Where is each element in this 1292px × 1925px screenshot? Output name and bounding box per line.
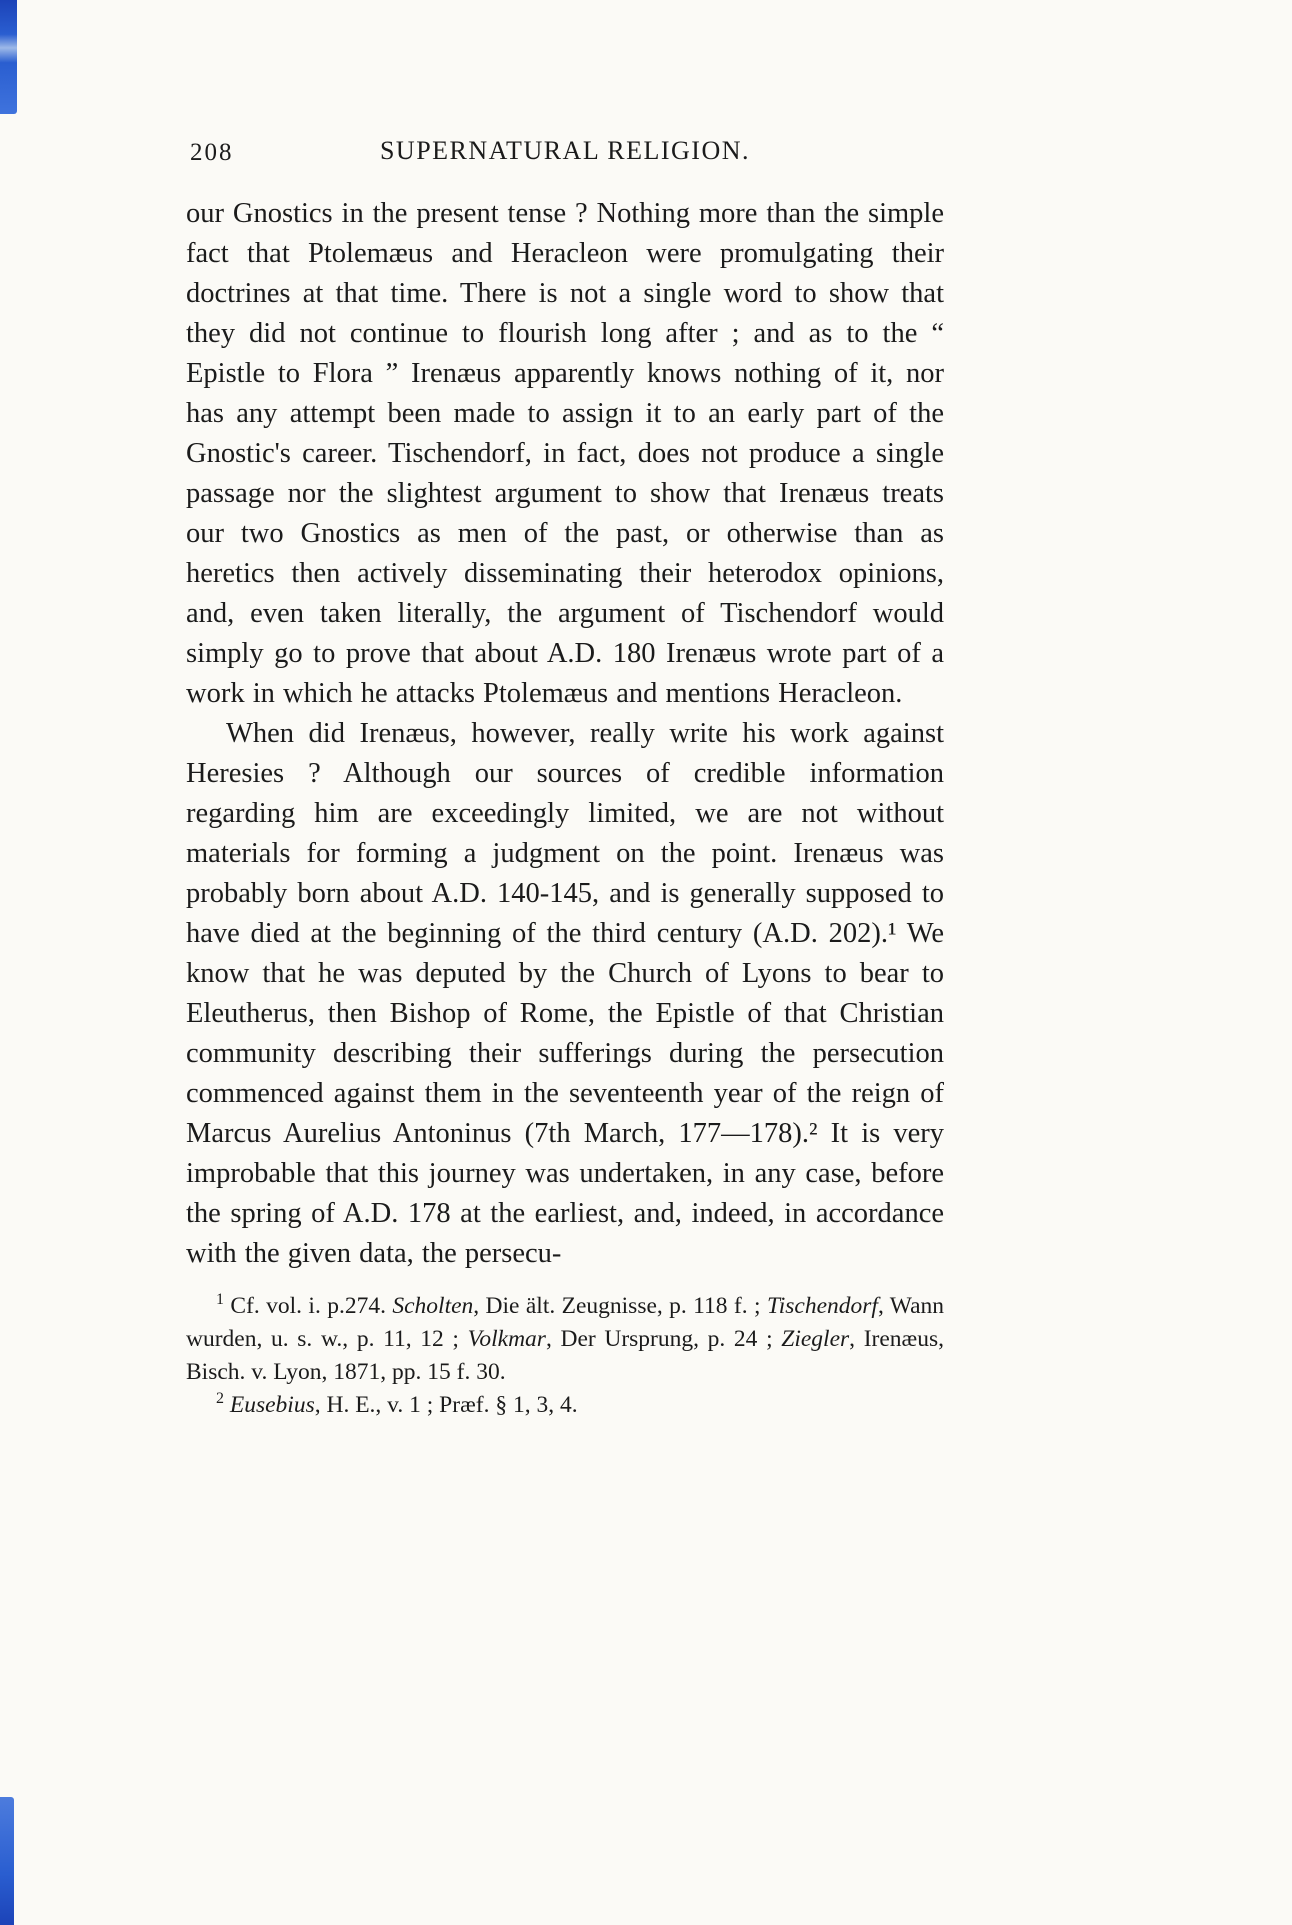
footnote-1-text: , Der Ursprung, p. 24 ; <box>545 1326 782 1352</box>
footnote-1-text: , Die ält. Zeugnisse, p. 118 f. ; <box>473 1293 767 1319</box>
footnote-1-author: Scholten <box>392 1293 474 1319</box>
footnote-1-text: Cf. vol. i. p.274. <box>230 1293 393 1319</box>
scan-artifact-bottom <box>0 1797 14 1925</box>
footnote-1-text: , Wann wurden, u. s. w., p. 11, 12 ; <box>186 1293 945 1352</box>
footnote-1-author: Ziegler <box>781 1326 850 1352</box>
footnote-1-marker: 1 <box>216 1291 224 1309</box>
footnote-2-marker: 2 <box>216 1390 224 1408</box>
running-title: SUPERNATURAL RELIGION. <box>379 136 751 165</box>
page-number: 208 <box>190 139 234 166</box>
footnote-1-author: Volkmar <box>467 1326 546 1352</box>
scan-artifact-top <box>0 0 17 114</box>
paragraph-2: When did Irenæus, however, really write his work against Heresies ? Although our sources of credible information regarding him are exceedingly limited, we are not without materials for forming a judgment on the point. Irenæus was probably born about A.D. 140-145, and is generally supposed to have died at the beginning of the third century (A.D. 202).¹ We know that he was deputed by the Church of Lyons to bear to Eleutherus, then Bishop of Rome, the Epistle of that Christian community describing their sufferings during the persecution commenced against them in the seventeenth year of the reign of Marcus Aurelius Antoninus (7th March, 177—178).² It is very improbable that this journey was undertaken, in any case, before the spring of A.D. 178 at the earliest, and, indeed, in accordance with the given data, the persecu- <box>186 718 944 1269</box>
paragraph-1: our Gnostics in the present tense ? Nothing more than the simple fact that Ptolemæus and Heracleon were promulgating their doctrines at that time. There is not a single word to show that they did not continue to flourish long after ; and as to the “ Epistle to Flora ” Irenæus apparently knows nothing of it, nor has any attempt been made to assign it to an early part of the Gnostic's career. Tischendorf, in fact, does not produce a single passage nor the slightest argument to show that Irenæus treats our two Gnostics as men of the past, or otherwise than as heretics then actively disseminating their heterodox opinions, and, even taken literally, the argument of Tischendorf would simply go to prove that about A.D. 180 Irenæus wrote part of a work in which he attacks Ptolemæus and mentions Heracleon. <box>186 198 944 709</box>
footnote-1 <box>186 1290 944 1389</box>
footnotes-section <box>186 1290 944 1422</box>
text-block <box>186 136 944 1422</box>
footnote-1-text: , Irenæus, Bisch. v. Lyon, 1871, pp. 15 f. 30. <box>186 1326 944 1385</box>
body-text <box>186 194 944 1274</box>
page-header <box>186 136 944 170</box>
footnote-2-author: Eusebius <box>229 1392 315 1418</box>
footnote-2-text: , H. E., v. 1 ; Præf. § 1, 3, 4. <box>314 1392 578 1418</box>
footnote-2 <box>186 1389 944 1422</box>
footnote-1-author: Tischendorf <box>766 1293 878 1319</box>
